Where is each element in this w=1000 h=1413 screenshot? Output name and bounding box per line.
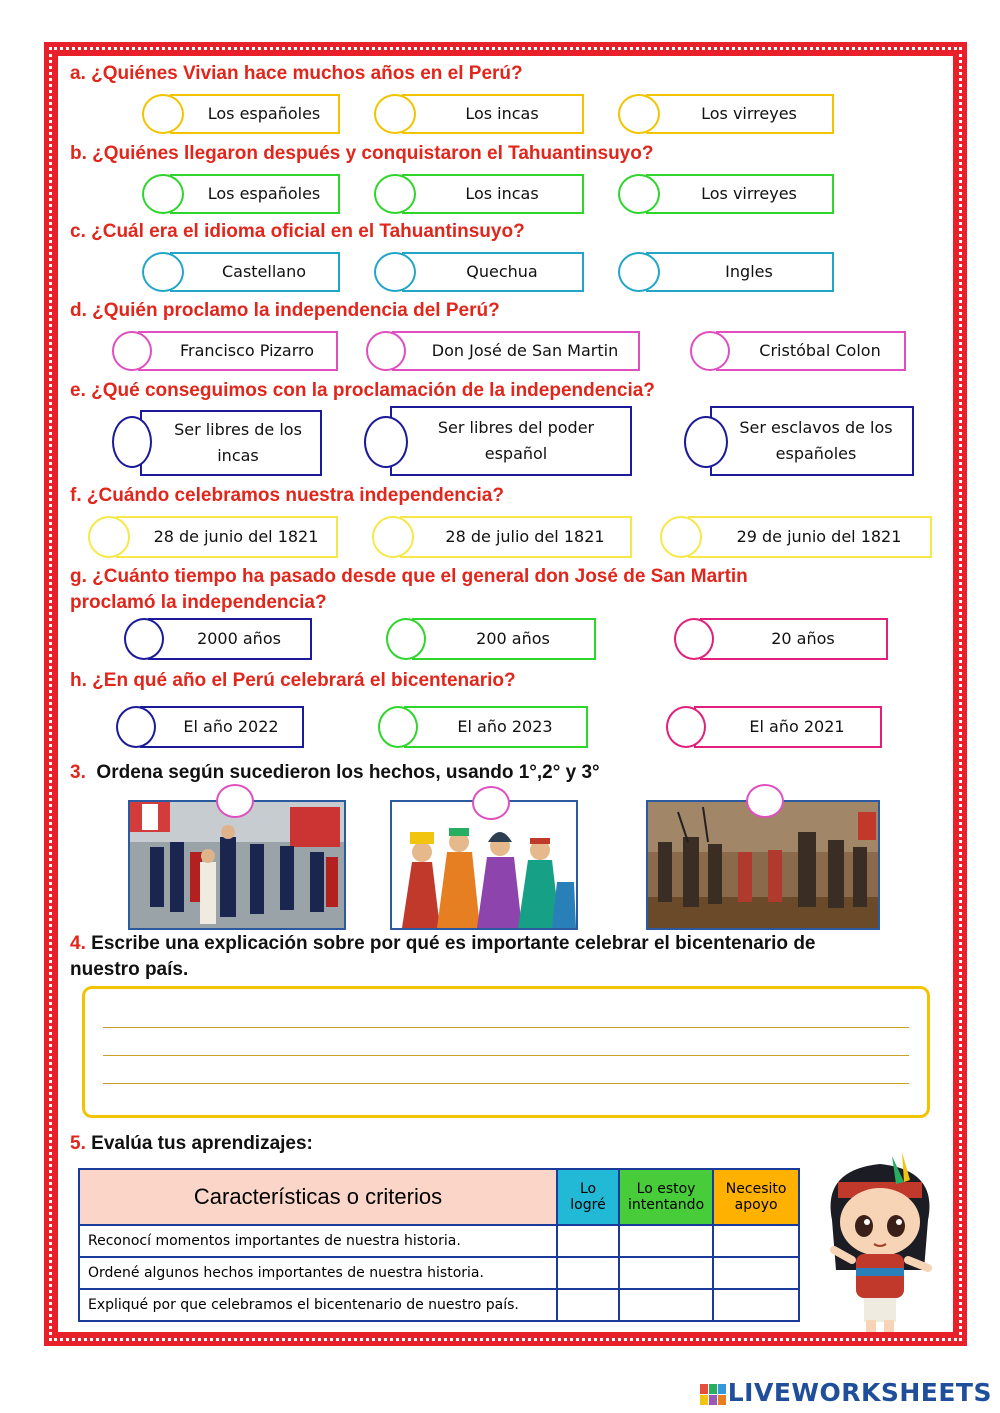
answer-circle-g-1[interactable] [124,618,164,660]
check-cell[interactable] [713,1225,799,1257]
section-4-line2: nuestro país. [70,959,189,980]
answer-circle-g-2[interactable] [386,618,426,660]
check-cell[interactable] [619,1257,713,1289]
image-proclamation-scene [128,800,346,930]
option-h-1[interactable]: El año 2022 [140,706,304,748]
table-header-lo-estoy-intentando: Lo estoy intentando [619,1169,713,1225]
liveworksheets-icon [700,1383,726,1405]
answer-circle-a-1[interactable] [142,94,184,134]
question-e: e. ¿Qué conseguimos con la proclamación de la independencia? [70,380,655,401]
option-h-3[interactable]: El año 2021 [694,706,882,748]
table-header-lo-logre: Lo logré [557,1169,619,1225]
write-line [103,1027,909,1028]
option-d-2[interactable]: Don José de San Martin [392,331,640,371]
answer-circle-g-3[interactable] [674,618,714,660]
answer-circle-e-1[interactable] [112,416,152,468]
order-circle-3[interactable] [746,784,784,818]
answer-circle-a-3[interactable] [618,94,660,134]
question-g-line1: g. ¿Cuánto tiempo ha pasado desde que el general don José de San Martin [70,566,748,587]
option-f-1[interactable]: 28 de junio del 1821 [116,516,338,558]
option-g-2[interactable]: 200 años [412,618,596,660]
table-header-necesito-apoyo: Necesito apoyo [713,1169,799,1225]
criteria-row-2: Ordené algunos hechos importantes de nuestra historia. [79,1257,557,1289]
image-spanish-conquest-scene [646,800,880,930]
answer-circle-c-1[interactable] [142,252,184,292]
table-header-criteria: Características o criterios [79,1169,557,1225]
answer-circle-c-2[interactable] [374,252,416,292]
section-5-title: 5. Evalúa tus aprendizajes: [70,1133,313,1154]
answer-circle-b-1[interactable] [142,174,184,214]
question-a: a. ¿Quiénes Vivian hace muchos años en el Perú? [70,63,523,84]
answer-circle-h-1[interactable] [116,706,156,748]
write-line [103,1083,909,1084]
answer-circle-h-2[interactable] [378,706,418,748]
check-cell[interactable] [619,1225,713,1257]
option-e-3[interactable]: Ser esclavos de los españoles [710,406,914,476]
option-g-3[interactable]: 20 años [700,618,888,660]
option-a-1[interactable]: Los españoles [170,94,340,134]
answer-circle-a-2[interactable] [374,94,416,134]
order-circle-2[interactable] [472,786,510,820]
question-b: b. ¿Quiénes llegaron después y conquistaron el Tahuantinsuyo? [70,143,654,164]
option-f-2[interactable]: 28 de julio del 1821 [400,516,632,558]
option-b-1[interactable]: Los españoles [170,174,340,214]
option-c-3[interactable]: Ingles [646,252,834,292]
option-g-1[interactable]: 2000 años [148,618,312,660]
option-c-1[interactable]: Castellano [170,252,340,292]
answer-circle-f-1[interactable] [88,516,130,558]
option-b-3[interactable]: Los virreyes [646,174,834,214]
check-cell[interactable] [557,1257,619,1289]
option-a-2[interactable]: Los incas [402,94,584,134]
explanation-write-box[interactable] [82,986,930,1118]
liveworksheets-logo: LIVEWORKSHEETS [700,1378,992,1407]
option-d-3[interactable]: Cristóbal Colon [716,331,906,371]
option-e-1[interactable]: Ser libres de los incas [140,410,322,476]
option-h-2[interactable]: El año 2023 [404,706,588,748]
check-cell[interactable] [557,1289,619,1321]
self-evaluation-table [78,1168,800,1322]
check-cell[interactable] [713,1289,799,1321]
image-inca-people [390,800,578,930]
check-cell[interactable] [557,1225,619,1257]
answer-circle-c-3[interactable] [618,252,660,292]
answer-circle-e-3[interactable] [684,416,728,468]
answer-circle-f-2[interactable] [372,516,414,558]
option-c-2[interactable]: Quechua [402,252,584,292]
check-cell[interactable] [713,1257,799,1289]
option-e-2[interactable]: Ser libres del poder español [390,406,632,476]
question-d: d. ¿Quién proclamo la independencia del Perú? [70,300,500,321]
answer-circle-f-3[interactable] [660,516,702,558]
answer-circle-b-3[interactable] [618,174,660,214]
option-d-1[interactable]: Francisco Pizarro [138,331,338,371]
option-a-3[interactable]: Los virreyes [646,94,834,134]
answer-circle-d-1[interactable] [112,331,152,371]
answer-circle-d-3[interactable] [690,331,730,371]
order-circle-1[interactable] [216,784,254,818]
question-h: h. ¿En qué año el Perú celebrará el bicentenario? [70,670,516,691]
inca-girl-illustration [812,1150,948,1336]
write-line [103,1055,909,1056]
question-c: c. ¿Cuál era el idioma oficial en el Tahuantinsuyo? [70,221,525,242]
answer-circle-d-2[interactable] [366,331,406,371]
section-4-line1: 4. Escribe una explicación sobre por qué es importante celebrar el bicentenario de [70,933,816,954]
question-f: f. ¿Cuándo celebramos nuestra independencia? [70,485,504,506]
answer-circle-e-2[interactable] [364,416,408,468]
question-g-line2: proclamó la independencia? [70,592,327,613]
answer-circle-b-2[interactable] [374,174,416,214]
check-cell[interactable] [619,1289,713,1321]
option-f-3[interactable]: 29 de junio del 1821 [688,516,932,558]
criteria-row-1: Reconocí momentos importantes de nuestra historia. [79,1225,557,1257]
section-3-title: 3. Ordena según sucedieron los hechos, usando 1°,2° y 3° [70,762,600,783]
criteria-row-3: Expliqué por que celebramos el bicentenario de nuestro país. [79,1289,557,1321]
option-b-2[interactable]: Los incas [402,174,584,214]
answer-circle-h-3[interactable] [666,706,706,748]
